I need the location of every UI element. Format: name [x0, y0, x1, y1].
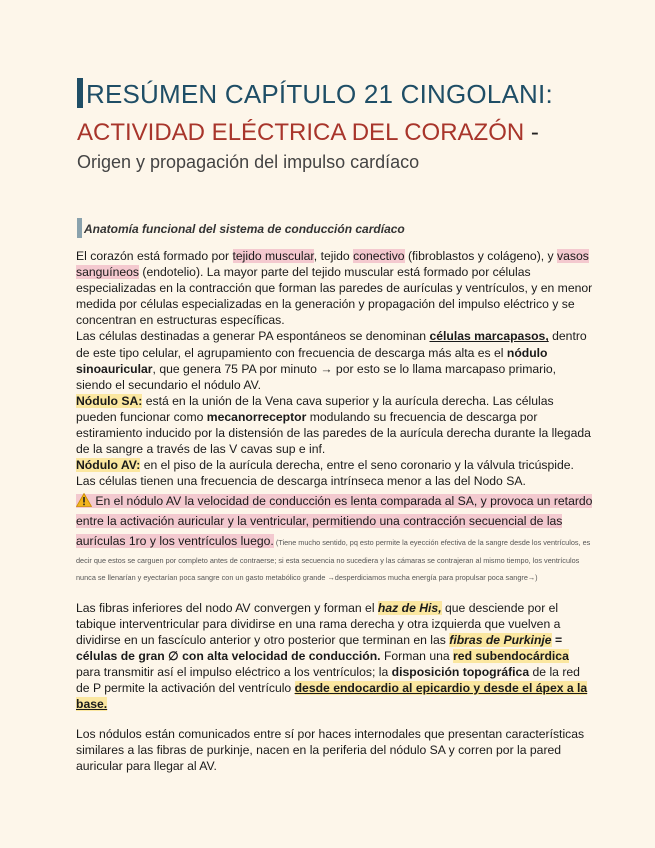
term-endocardio-epicardio: desde endocardio al epicardio y desde el ápex a la base.	[76, 681, 588, 712]
highlight-conectivo: conectivo	[353, 249, 405, 263]
spacer	[76, 712, 594, 726]
term-haz-de-his: haz de His,	[377, 600, 442, 615]
paragraph-nodulo-sa: Nódulo SA: está en la unión de la Vena cava superior y la aurícula derecha. Las células pueden funcionar como mecanorreceptor modulando su frecuencia de descarga por estiramiento inducido por la distensión de las paredes de la aurícula derecha durante la llegada de la sangre a través de las V cavas sup e inf.	[76, 393, 591, 457]
document-title	[77, 78, 553, 110]
title-text: RESÚMEN CAPÍTULO 21 CINGOLANI	[86, 79, 546, 109]
title-accent-bar	[77, 78, 83, 108]
warning-note	[76, 491, 594, 583]
document-subtitle-red	[77, 119, 539, 147]
term-fibras-purkinje: fibras de Purkinje	[449, 632, 552, 647]
section-accent-bar	[77, 218, 82, 238]
highlight-vasos: vasos sanguíneos	[76, 249, 589, 280]
term-nodulo-sinoauricular: nódulo sinoauricular	[76, 345, 548, 376]
term-mecanorreceptor: mecanorreceptor	[206, 409, 307, 424]
title-colon: :	[545, 79, 553, 109]
document-subtitle: Origen y propagación del impulso cardíaco	[77, 152, 420, 172]
paragraph-internodales: Los nódulos están comunicados entre sí por haces internodales que presentan características similares a las fibras de purkinje, nacen en la periferia del nódulo SA y corren por la pared auricular para llegar al AV.	[76, 727, 585, 774]
term-celulas-marcapasos: células marcapasos,	[429, 329, 549, 344]
warning-icon	[76, 493, 92, 507]
paragraph-haz-his: Las fibras inferiores del nodo AV convergen y forman el haz de His, que desciende por el tabique interventricular para dividirse en una rama derecha y otra izquierda que vuelven a dividirse en un fascículo anterior y otro posterior que terminan en las fibras de Purkinje = células de gran ∅ con alta velocidad de conducción. Forman una red subendocárdica para transmitir así el impulso eléctrico a los ventrículos; la disposición topográfica de la red de P permite la activación del ventrículo desde endocardio al epicardio y desde el ápex a la base.	[76, 600, 588, 712]
subtitle-dash: -	[524, 119, 539, 146]
warning-note-aside: (Tiene mucho sentido, pq esto permite la eyección efectiva de la sangre desde los ventrículos, es decir que estos se carguen por completo antes de contraerse; si esta secuencia no sucediera y las cámaras se contrajeran al mismo tiempo, los ventrículos nunca se llenarían y eyectarían poca sangre con un gasto metabólico grande →desperdiciamos mucha energía para propulsar poca sangre→)	[76, 538, 591, 582]
term-alta-velocidad: = células de gran ∅ con alta velocidad de conducción.	[76, 632, 563, 663]
subtitle-red-text: ACTIVIDAD ELÉCTRICA DEL CORAZÓN	[77, 119, 525, 146]
paragraph-nodulo-av: Nódulo AV: en el piso de la aurícula derecha, entre el seno coronario y la válvula tricúspide. Las células tienen una frecuencia de descarga intrínseca menor a las del Nodo SA.	[76, 458, 574, 489]
highlight-tejido-muscular: tejido muscular	[232, 249, 314, 263]
section-heading-text: Anatomía funcional del sistema de conducción cardíaco	[84, 222, 405, 236]
paragraph-marcapasos: Las células destinadas a generar PA espontáneos se denominan células marcapasos, dentro de este tipo celular, el agrupamiento con frecuencia de descarga más alta es el nódulo sinoauricular, que genera 75 PA por minuto → por esto se lo llama marcapaso primario, siendo el secundario el nódulo AV.	[76, 329, 587, 392]
term-red-subendocardica: red subendocárdica	[453, 648, 569, 663]
term-nodulo-sa: Nódulo SA:	[76, 393, 143, 408]
warning-note-text: En el nódulo AV la velocidad de conducción es lenta comparada al SA, y provoca un retardo entre la activación auricular y la ventricular, permitiendo una contracción secuencial de las aurículas 1ro y los ventrículos luego.	[76, 494, 593, 549]
term-nodulo-av: Nódulo AV:	[76, 458, 141, 473]
spacer	[76, 584, 594, 600]
paragraph-anatomy: El corazón está formado por tejido muscular, tejido conectivo (fibroblastos y colágeno), y vasos sanguíneos (endotelio). La mayor parte del tejido muscular está formado por células especializadas en la contracción que forman las paredes de aurículas y ventrículos, y en menor medida por células especializadas en la generación y propagación del impulso eléctrico y se concentran en estructuras específicas.	[76, 249, 593, 328]
term-disposicion-topografica: disposición topográfica	[391, 664, 530, 679]
document-body	[76, 248, 594, 775]
section-heading	[77, 218, 405, 238]
